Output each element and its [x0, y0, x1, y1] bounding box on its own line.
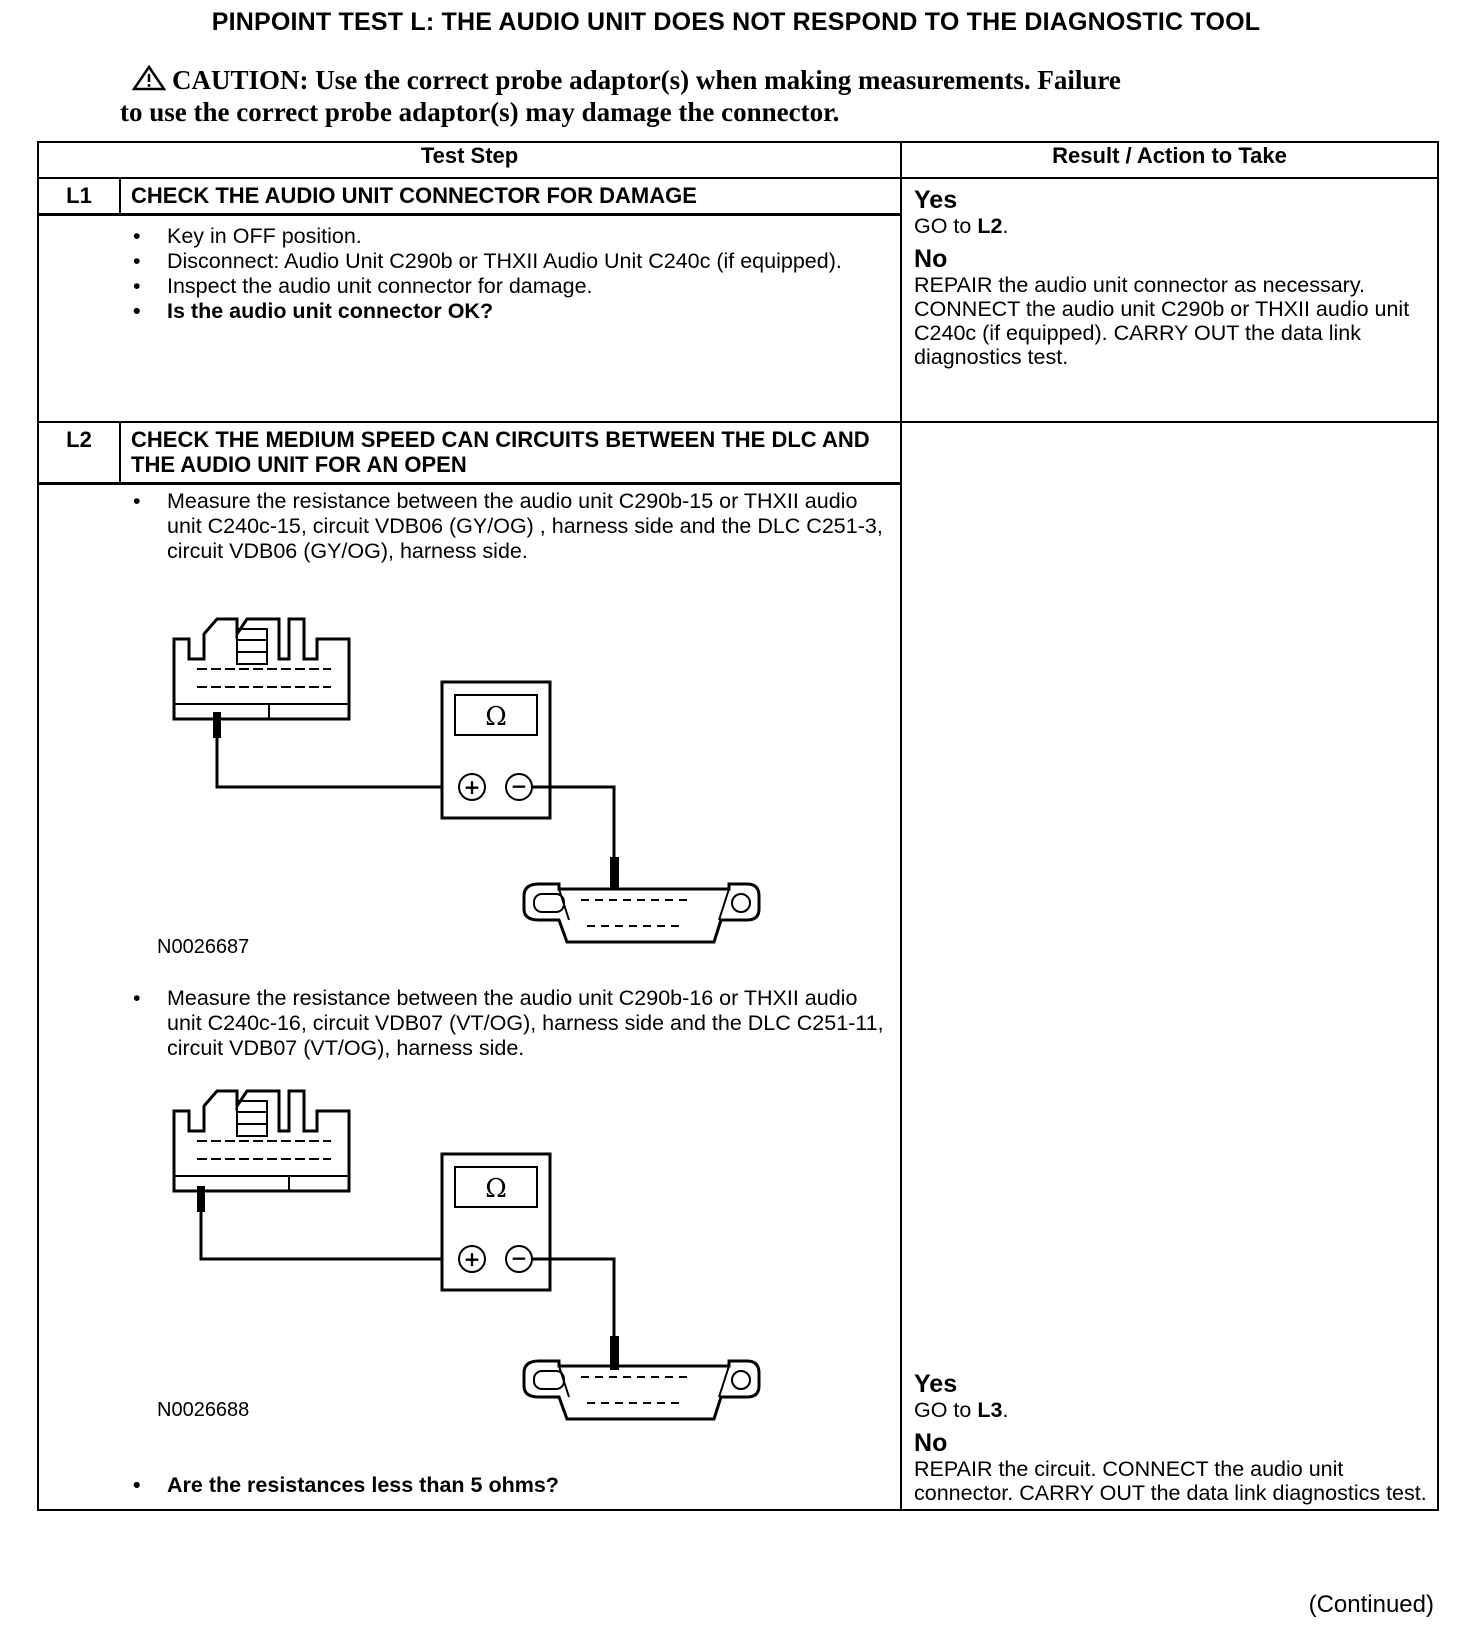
dlc-connector-icon — [524, 1361, 759, 1419]
wiring-diagram-1 — [39, 564, 819, 978]
list-item-question: • Is the audio unit connector OK? — [39, 299, 890, 324]
step-body — [38, 215, 901, 423]
figure-id: N0026687 — [157, 936, 250, 958]
plus-terminal: + — [463, 1247, 481, 1271]
diagram-2 — [39, 1061, 900, 1473]
connector-pins — [197, 1141, 331, 1159]
yes-action: GO to L3. — [914, 1398, 1009, 1422]
step-row-l2-heading — [38, 422, 1438, 484]
step-number: L1 — [38, 178, 120, 215]
ohm-symbol: Ω — [485, 702, 507, 732]
plus-terminal: + — [463, 775, 481, 799]
result-cell-l1 — [901, 178, 1438, 422]
yes-label: Yes — [914, 186, 958, 214]
no-action: REPAIR the circuit. CONNECT the audio unit connector. CARRY OUT the data link diagnostics test. — [914, 1457, 1427, 1505]
step-body — [38, 484, 901, 1511]
connector-pins — [197, 669, 331, 687]
page-title: PINPOINT TEST L: THE AUDIO UNIT DOES NOT RESPOND TO THE DIAGNOSTIC TOOL — [211, 8, 1261, 36]
minus-terminal: − — [510, 1246, 528, 1270]
list-item: • Key in OFF position. — [39, 224, 890, 249]
caution-note — [120, 64, 1320, 128]
list-item: • Measure the resistance between the audio unit C290b-15 or THXII audio unit C240c-15, circuit VDB06 (GY/OG) , harness side and the DLC C251-3, circuit VDB06 (GY/OG), harness side. — [39, 489, 890, 564]
list-item: • Inspect the audio unit connector for damage. — [39, 274, 890, 299]
warning-triangle-icon — [132, 65, 166, 91]
diagram-1 — [39, 564, 900, 978]
no-action: REPAIR the audio unit connector as necessary. CONNECT the audio unit C290b or THXII audio unit C240c (if equipped). CARRY OUT the data link diagnostics test. — [914, 273, 1410, 369]
no-label: No — [914, 245, 948, 273]
result-cell-l2 — [901, 422, 1438, 1510]
table-header-row — [38, 142, 1438, 178]
pinpoint-test-table — [37, 141, 1439, 1511]
yes-label: Yes — [914, 1370, 958, 1398]
wiring-diagram-2 — [39, 1061, 819, 1473]
list-item: • Disconnect: Audio Unit C290b or THXII Audio Unit C240c (if equipped). — [39, 249, 890, 274]
caution-line-2: to use the correct probe adaptor(s) may damage the connector. — [120, 97, 840, 127]
step-row-l1-heading — [38, 178, 1438, 215]
list-item: • Measure the resistance between the audio unit C290b-16 or THXII audio unit C240c-16, circuit VDB07 (VT/OG), harness side and the DLC C251-11, circuit VDB07 (VT/OG), harness side. — [39, 986, 890, 1061]
list-item-question: • Are the resistances less than 5 ohms? — [39, 1473, 890, 1498]
header-result: Result / Action to Take — [901, 142, 1438, 178]
minus-terminal: − — [510, 774, 528, 798]
ohm-symbol: Ω — [485, 1174, 507, 1204]
figure-id: N0026688 — [157, 1399, 250, 1421]
header-test-step: Test Step — [38, 142, 901, 178]
continued-label: (Continued) — [1308, 1591, 1434, 1618]
step-number: L2 — [38, 422, 120, 484]
dlc-connector-icon — [524, 884, 759, 942]
step-heading: CHECK THE AUDIO UNIT CONNECTOR FOR DAMAGE — [120, 178, 901, 215]
yes-action: GO to L2. — [914, 214, 1009, 238]
step-heading: CHECK THE MEDIUM SPEED CAN CIRCUITS BETWEEN THE DLC AND THE AUDIO UNIT FOR AN OPEN — [120, 422, 901, 484]
no-label: No — [914, 1429, 948, 1457]
caution-line-1: CAUTION: Use the correct probe adaptor(s) when making measurements. Failure — [172, 65, 1121, 95]
